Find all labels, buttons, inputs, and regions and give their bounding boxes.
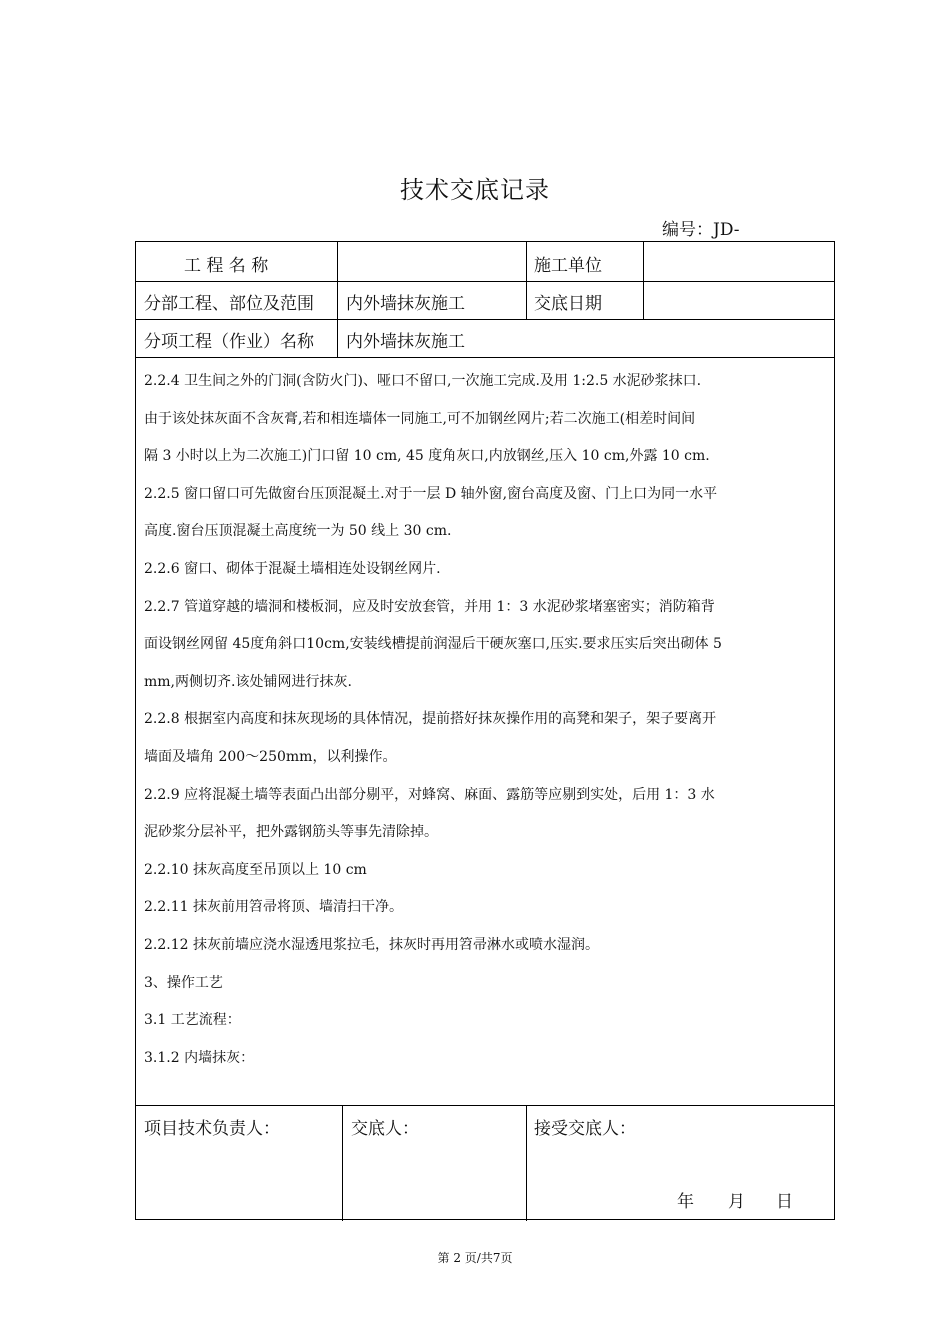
content-line: 2.2.5 窗口留口可先做窗台压顶混凝土.对于一层 D 轴外窗,窗台高度及窗、门上口为同一水平 [144,485,718,502]
content-line: 3.1 工艺流程： [144,1012,241,1029]
presenter-label: 交底人： [351,1119,419,1139]
content-line: 2.2.10 抹灰高度至吊顶以上 10 cm [144,861,367,878]
construction-unit-label: 施工单位 [534,256,602,276]
row-divider [136,357,834,358]
content-line: 高度.窗台压顶混凝土高度统一为 50 线上 30 cm. [144,523,452,540]
row-divider [136,319,834,320]
content-line: 2.2.6 窗口、砌体于混凝土墙相连处设钢丝网片. [144,560,441,577]
date-day: 日 [776,1192,793,1212]
content-line: 墙面及墙角 200～250mm，以利操作。 [144,748,397,765]
content-line: mm,两侧切齐.该处铺网进行抹灰. [144,673,352,690]
column-divider [526,242,527,319]
handover-content [144,363,828,1077]
column-divider [643,242,644,319]
content-line: 面设钢丝网留 45度角斜口10cm,安装线槽提前润湿后干硬灰塞口,压实.要求压实后突出砌体 5 [144,636,722,653]
date-year: 年 [677,1192,694,1212]
tech-lead-label: 项目技术负责人： [144,1119,280,1139]
document-number: 编号：JD- [662,220,740,240]
project-name-label: 工 程 名 称 [184,256,269,276]
subitem-value: 内外墙抹灰施工 [346,332,465,352]
document-title: 技术交底记录 [400,176,550,204]
content-line: 2.2.12 抹灰前墙应浇水湿透甩浆拉毛，抹灰时再用笤帚淋水或喷水湿润。 [144,936,599,953]
content-line: 3、操作工艺 [144,974,223,991]
row-divider [136,281,834,282]
division-label: 分部工程、部位及范围 [144,294,314,314]
date-month: 月 [728,1192,745,1212]
column-divider [337,242,338,357]
content-line: 2.2.11 抹灰前用笤帚将顶、墙清扫干净。 [144,899,403,916]
content-line: 2.2.8 根据室内高度和抹灰现场的具体情况，提前搭好抹灰操作用的高凳和架子，架子要离开 [144,711,717,728]
row-divider [136,1105,834,1106]
content-line: 隔 3 小时以上为二次施工)门口留 10 cm, 45 度角灰口,内放钢丝,压入 10 cm,外露 10 cm. [144,448,710,465]
content-line: 2.2.9 应将混凝土墙等表面凸出部分剔平，对蜂窝、麻面、露筋等应剔到实处，后用 1：3 水 [144,786,715,803]
content-line: 3.1.2 内墙抹灰： [144,1049,255,1066]
handover-record-table [135,241,835,1220]
content-line: 由于该处抹灰面不含灰膏,若和相连墙体一同施工,可不加钢丝网片;若二次施工(相差时间间 [144,410,696,427]
page-indicator: 第 2 页/共7页 [437,1251,513,1265]
column-divider [526,1105,527,1221]
content-line: 泥砂浆分层补平，把外露钢筋头等事先清除掉。 [144,824,438,841]
column-divider [342,1105,343,1221]
receiver-label: 接受交底人： [534,1119,636,1139]
content-line: 2.2.7 管道穿越的墙洞和楼板洞，应及时安放套管，并用 1：3 水泥砂浆堵塞密实；消防箱背 [144,598,715,615]
content-line: 2.2.4 卫生间之外的门洞(含防火门)、哑口不留口,一次施工完成.及用 1:2.5 水泥砂浆抹口. [144,373,702,389]
division-value: 内外墙抹灰施工 [346,294,465,314]
handover-date-label: 交底日期 [534,294,602,314]
subitem-label: 分项工程（作业）名称 [144,332,314,352]
